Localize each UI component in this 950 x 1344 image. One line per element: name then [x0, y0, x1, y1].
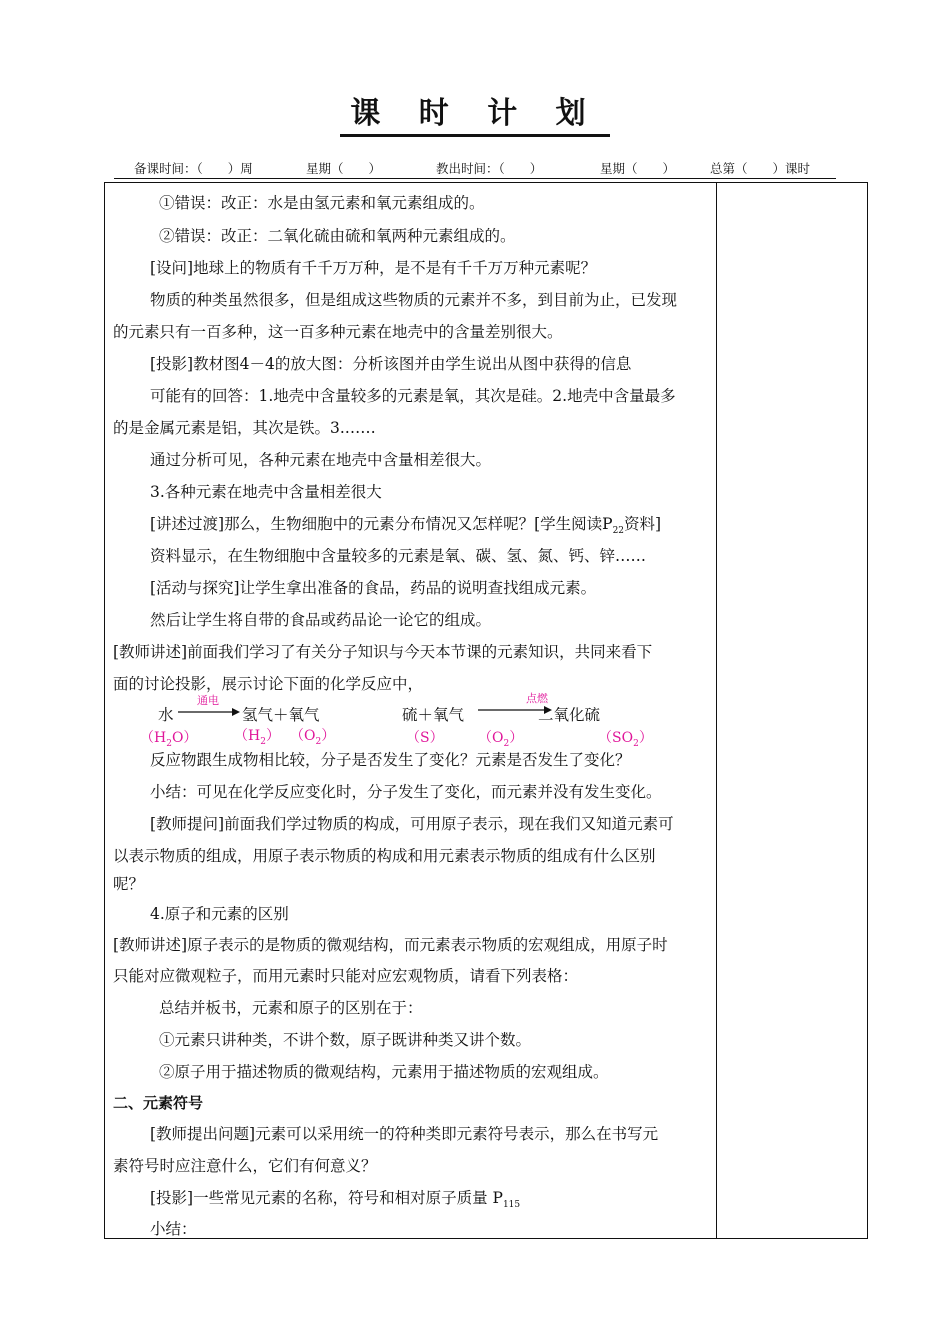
condition-electrolysis: 通电 — [197, 694, 219, 707]
formula-o2: $(O_2)$ — [290, 728, 336, 747]
text-line: 小结：可见在化学反应变化时，分子发生了变化，而元素并没有发生变化。 — [150, 783, 662, 801]
reaction-arrow — [178, 706, 240, 718]
text-line: ①元素只讲种类，不讲个数，原子既讲种类又讲个数。 — [159, 1031, 532, 1049]
formula-so2: $(SO_2)$ — [598, 730, 653, 749]
products-hydrogen-oxygen: 氢气＋氧气 — [242, 706, 320, 724]
total-lessons: 总第（ ）课时 — [710, 161, 811, 176]
text-line: 总结并板书，元素和原子的区别在于： — [159, 999, 423, 1017]
text-line: 4.原子和元素的区别 — [150, 905, 289, 923]
text-line: [投影]教材图4－4的放大图：分析该图并由学生说出从图中获得的信息 — [150, 355, 632, 373]
text-line: 然后让学生将自带的食品或药品论一论它的组成。 — [150, 611, 492, 629]
text-line: [投影]一些常见元素的名称，符号和相对原子质量 $P_{115}$ — [150, 1189, 521, 1211]
text-line: 可能有的回答：1.地壳中含量较多的元素是氧，其次是硅。2.地壳中含量最多 — [150, 387, 676, 405]
teach-time: 教出时间：（ ） — [436, 161, 543, 176]
condition-ignite: 点燃 — [526, 692, 548, 705]
reactants-sulfur-oxygen: 硫＋氧气 — [402, 706, 465, 724]
text-line: ②错误：改正：二氧化硫由硫和氧两种元素组成的。 — [159, 227, 516, 245]
text-line: [教师提出问题]元素可以采用统一的符种类即元素符号表示，那么在书写元 — [150, 1125, 659, 1143]
product-sulfur-dioxide: 二氧化硫 — [538, 706, 601, 724]
text-line: 面的讨论投影，展示讨论下面的化学反应中， — [113, 675, 424, 693]
text-line: [设问]地球上的物质有千千万万种，是不是有千千万万种元素呢？ — [150, 259, 597, 277]
reactant-water: 水 — [158, 706, 174, 724]
text-line: [教师提问]前面我们学过物质的构成，可用原子表示，现在我们又知道元素可 — [150, 815, 674, 833]
text-line: 素符号时应注意什么，它们有何意义？ — [113, 1157, 377, 1175]
prep-time: 备课时间：（ ）周 — [134, 161, 253, 176]
page-title: 课 时 计 划 — [0, 88, 950, 137]
text-line: 物质的种类虽然很多，但是组成这些物质的元素并不多，到目前为止，已发现 — [150, 291, 678, 309]
text-line: [活动与探究]让学生拿出准备的食品，药品的说明查找组成元素。 — [150, 579, 597, 597]
text-line: 的是金属元素是铝，其次是铁。3.…… — [113, 419, 376, 437]
formula-o2: $(O_2)$ — [478, 730, 524, 749]
column-divider — [716, 182, 717, 1239]
section-heading: 二、元素符号 — [113, 1094, 204, 1112]
formula-h2o: $(H_2O)$ — [140, 730, 198, 749]
text-line: 以表示物质的组成，用原子表示物质的构成和用元素表示物质的组成有什么区别 — [113, 847, 656, 865]
text-line: 的元素只有一百多种，这一百多种元素在地壳中的含量差别很大。 — [113, 323, 563, 341]
teach-week: 星期（ ） — [600, 161, 676, 176]
text-line: 小结： — [150, 1220, 197, 1238]
text-line: 3.各种元素在地壳中含量相差很大 — [150, 483, 382, 501]
text-line: 反应物跟生成物相比较，分子是否发生了变化？元素是否发生了变化？ — [150, 751, 631, 769]
text-line: [讲述过渡]那么，生物细胞中的元素分布情况又怎样呢？[学生阅读$P_{22}$资料] — [150, 515, 662, 537]
prep-week: 星期（ ） — [306, 161, 382, 176]
text-line: 只能对应微观粒子，而用元素时只能对应宏观物质，请看下列表格： — [113, 967, 579, 985]
text-line: 资料显示，在生物细胞中含量较多的元素是氧、碳、氢、氮、钙、锌…… — [150, 547, 647, 565]
text-line: [教师讲述]前面我们学习了有关分子知识与今天本节课的元素知识，共同来看下 — [113, 643, 653, 661]
text-line: ②原子用于描述物质的微观结构，元素用于描述物质的宏观组成。 — [159, 1063, 609, 1081]
text-line: ①错误：改正：水是由氢元素和氧元素组成的。 — [159, 194, 485, 212]
text-line: 呢？ — [113, 875, 145, 893]
schedule-header — [114, 158, 836, 179]
text-line: 通过分析可见，各种元素在地壳中含量相差很大。 — [150, 451, 492, 469]
formula-h2: $(H_2)$ — [234, 728, 280, 747]
formula-s: （S） — [406, 730, 444, 746]
text-line: [教师讲述]原子表示的是物质的微观结构，而元素表示物质的宏观组成，用原子时 — [113, 936, 668, 954]
